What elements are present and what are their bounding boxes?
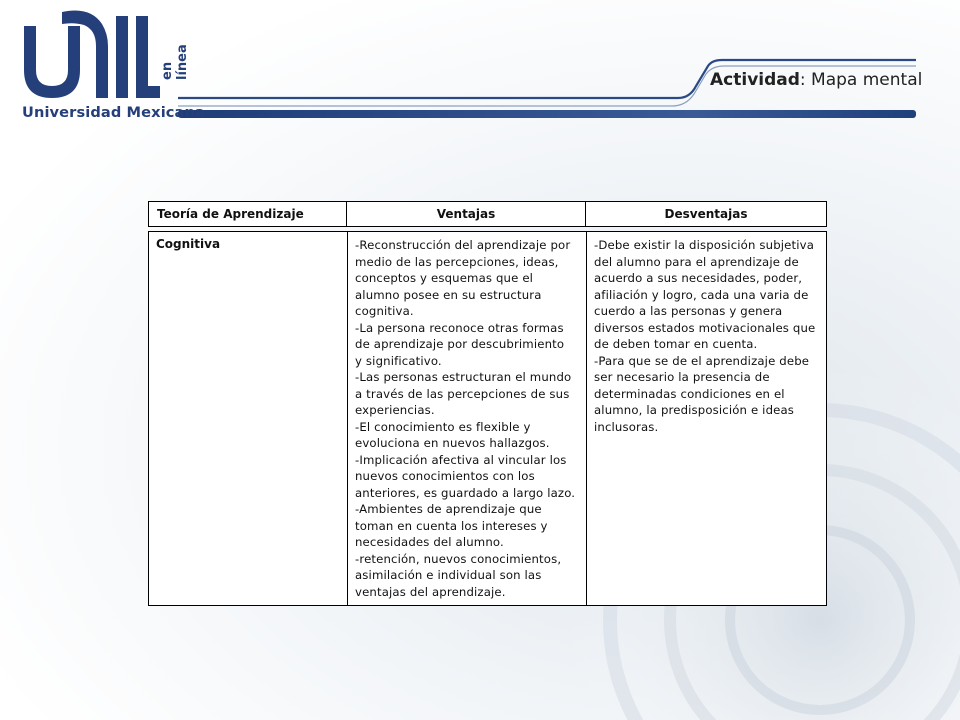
table-row [149, 232, 827, 606]
cell-line: -Reconstrucción del aprendizaje por [355, 238, 571, 252]
cell-line: -Ambientes de aprendizaje que [355, 502, 542, 516]
desventajas-text [594, 237, 819, 435]
cell-line: medio de las percepciones, ideas, [355, 254, 559, 269]
cell-line: ser necesario la presencia de [594, 370, 770, 384]
cell-line: evoluciona en nuevos hallazgos. [355, 436, 550, 450]
cell-line: del alumno para el aprendizaje de [594, 254, 799, 269]
cell-line: experiencias. [355, 403, 435, 417]
cell-line: de deben tomar en cuenta. [594, 337, 758, 351]
cell-ventajas [348, 232, 587, 606]
cell-line: -Las personas estructuran el mundo [355, 370, 572, 384]
table-body [148, 231, 827, 606]
cell-line: asimilación e individual son las [355, 568, 542, 582]
cell-desventajas [587, 232, 827, 606]
cell-line: -La persona reconoce otras formas [355, 320, 564, 335]
table-header [148, 201, 827, 227]
logo-mark-icon [22, 8, 162, 100]
cell-line: y significativo. [355, 353, 442, 368]
cell-line: cognitiva. [355, 304, 414, 318]
cell-line: de aprendizaje por descubrimiento [355, 337, 565, 351]
cell-line: determinadas condiciones en el [594, 386, 785, 401]
cell-theory: Cognitiva [149, 232, 348, 606]
ventajas-text [355, 237, 579, 600]
cell-line: afiliación y logro, cada una varia de [594, 287, 809, 302]
cell-line: -Debe existir la disposición subjetiva [594, 238, 815, 252]
cell-line: ventajas del aprendizaje. [355, 584, 506, 599]
cell-line: -Implicación afectiva al vincular los [355, 452, 567, 467]
cell-line: necesidades del alumno. [355, 535, 504, 549]
column-header-ventajas: Ventajas [347, 202, 586, 227]
cell-line: alumno, la predisposición e ideas [594, 403, 795, 417]
page-title [710, 70, 922, 90]
cell-line: -El conocimiento es flexible y [355, 419, 531, 434]
cell-line: inclusoras. [594, 419, 659, 434]
cell-line: nuevos conocimientos con los [355, 469, 535, 483]
logo-tagline: en línea [160, 44, 190, 80]
university-logo [22, 8, 205, 123]
column-header-theory: Teoría de Aprendizaje [149, 202, 347, 227]
cell-line: -retención, nuevos conocimientos, [355, 551, 562, 566]
cell-line: alumno posee en su estructura [355, 287, 542, 302]
cell-line: -Para que se de el aprendizaje debe [594, 353, 810, 368]
header-row [149, 202, 827, 227]
title-bold: Actividad [710, 70, 800, 90]
cell-line: acuerdo a sus necesidades, poder, [594, 271, 803, 285]
cell-line: a través de las percepciones de sus [355, 386, 570, 401]
cell-line: conceptos y esquemas que el [355, 271, 534, 285]
cell-line: cuerdo a las personas y genera [594, 304, 783, 318]
cell-line: anteriores, es guardado a largo lazo. [355, 485, 576, 500]
cell-line: diversos estados motivacionales que [594, 320, 816, 335]
cell-line: toman en cuenta los intereses y [355, 518, 548, 533]
column-header-desventajas: Desventajas [586, 202, 827, 227]
title-rest: : Mapa mental [799, 70, 923, 90]
logo-name: Universidad Mexicana [22, 104, 205, 121]
